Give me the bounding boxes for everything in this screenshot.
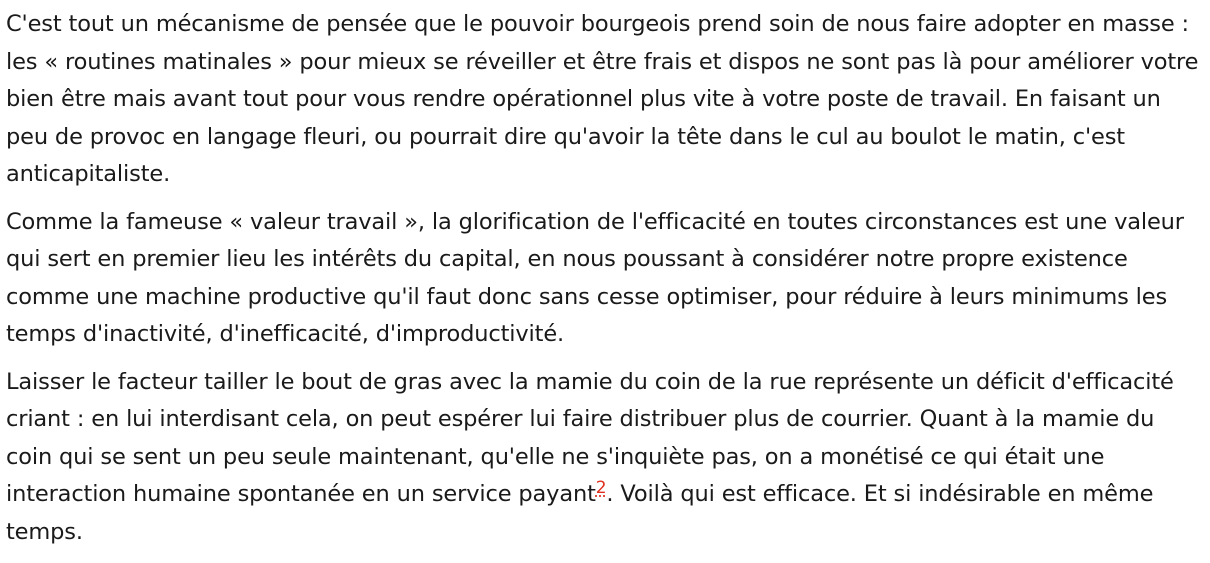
paragraph-3-text-after: . Voilà qui est efficace. Et si indésirable en même temps. [6,481,1154,545]
paragraph-2: Comme la fameuse « valeur travail », la glorification de l'efficacité en toutes circonstances est une valeur qui sert en premier lieu les intérêts du capital, en nous poussant à considérer notre propre existence comme une machine productive qu'il faut donc sans cesse optimiser, pour réduire à leurs minimums les temps d'inactivité, d'inefficacité, d'improductivité. [6,208,1184,347]
paragraph-3-text-before: Laisser le facteur tailler le bout de gras avec la mamie du coin de la rue représente un déficit d'efficacité criant : en lui interdisant cela, on peut espérer lui faire distribuer plus de courrier. Quant à la mamie du coin qui se sent un peu seule maintenant, qu'elle ne s'inquiète pas, on a monétisé ce qui était une interaction humaine spontanée en un service payant [6,368,1174,507]
paragraph-3 [6,364,1200,552]
footnote-ref-link[interactable]: 2 [595,478,607,498]
paragraph-1: C'est tout un mécanisme de pensée que le pouvoir bourgeois prend soin de nous faire adopter en masse : les « routines matinales » pour mieux se réveiller et être frais et dispos ne sont pas là pour améliorer votre bien être mais avant tout pour vous rendre opérationnel plus vite à votre poste de travail. En faisant un peu de provoc en langage fleuri, ou pourrait dire qu'avoir la tête dans le cul au boulot le matin, c'est anticapitaliste. [6,11,1199,187]
